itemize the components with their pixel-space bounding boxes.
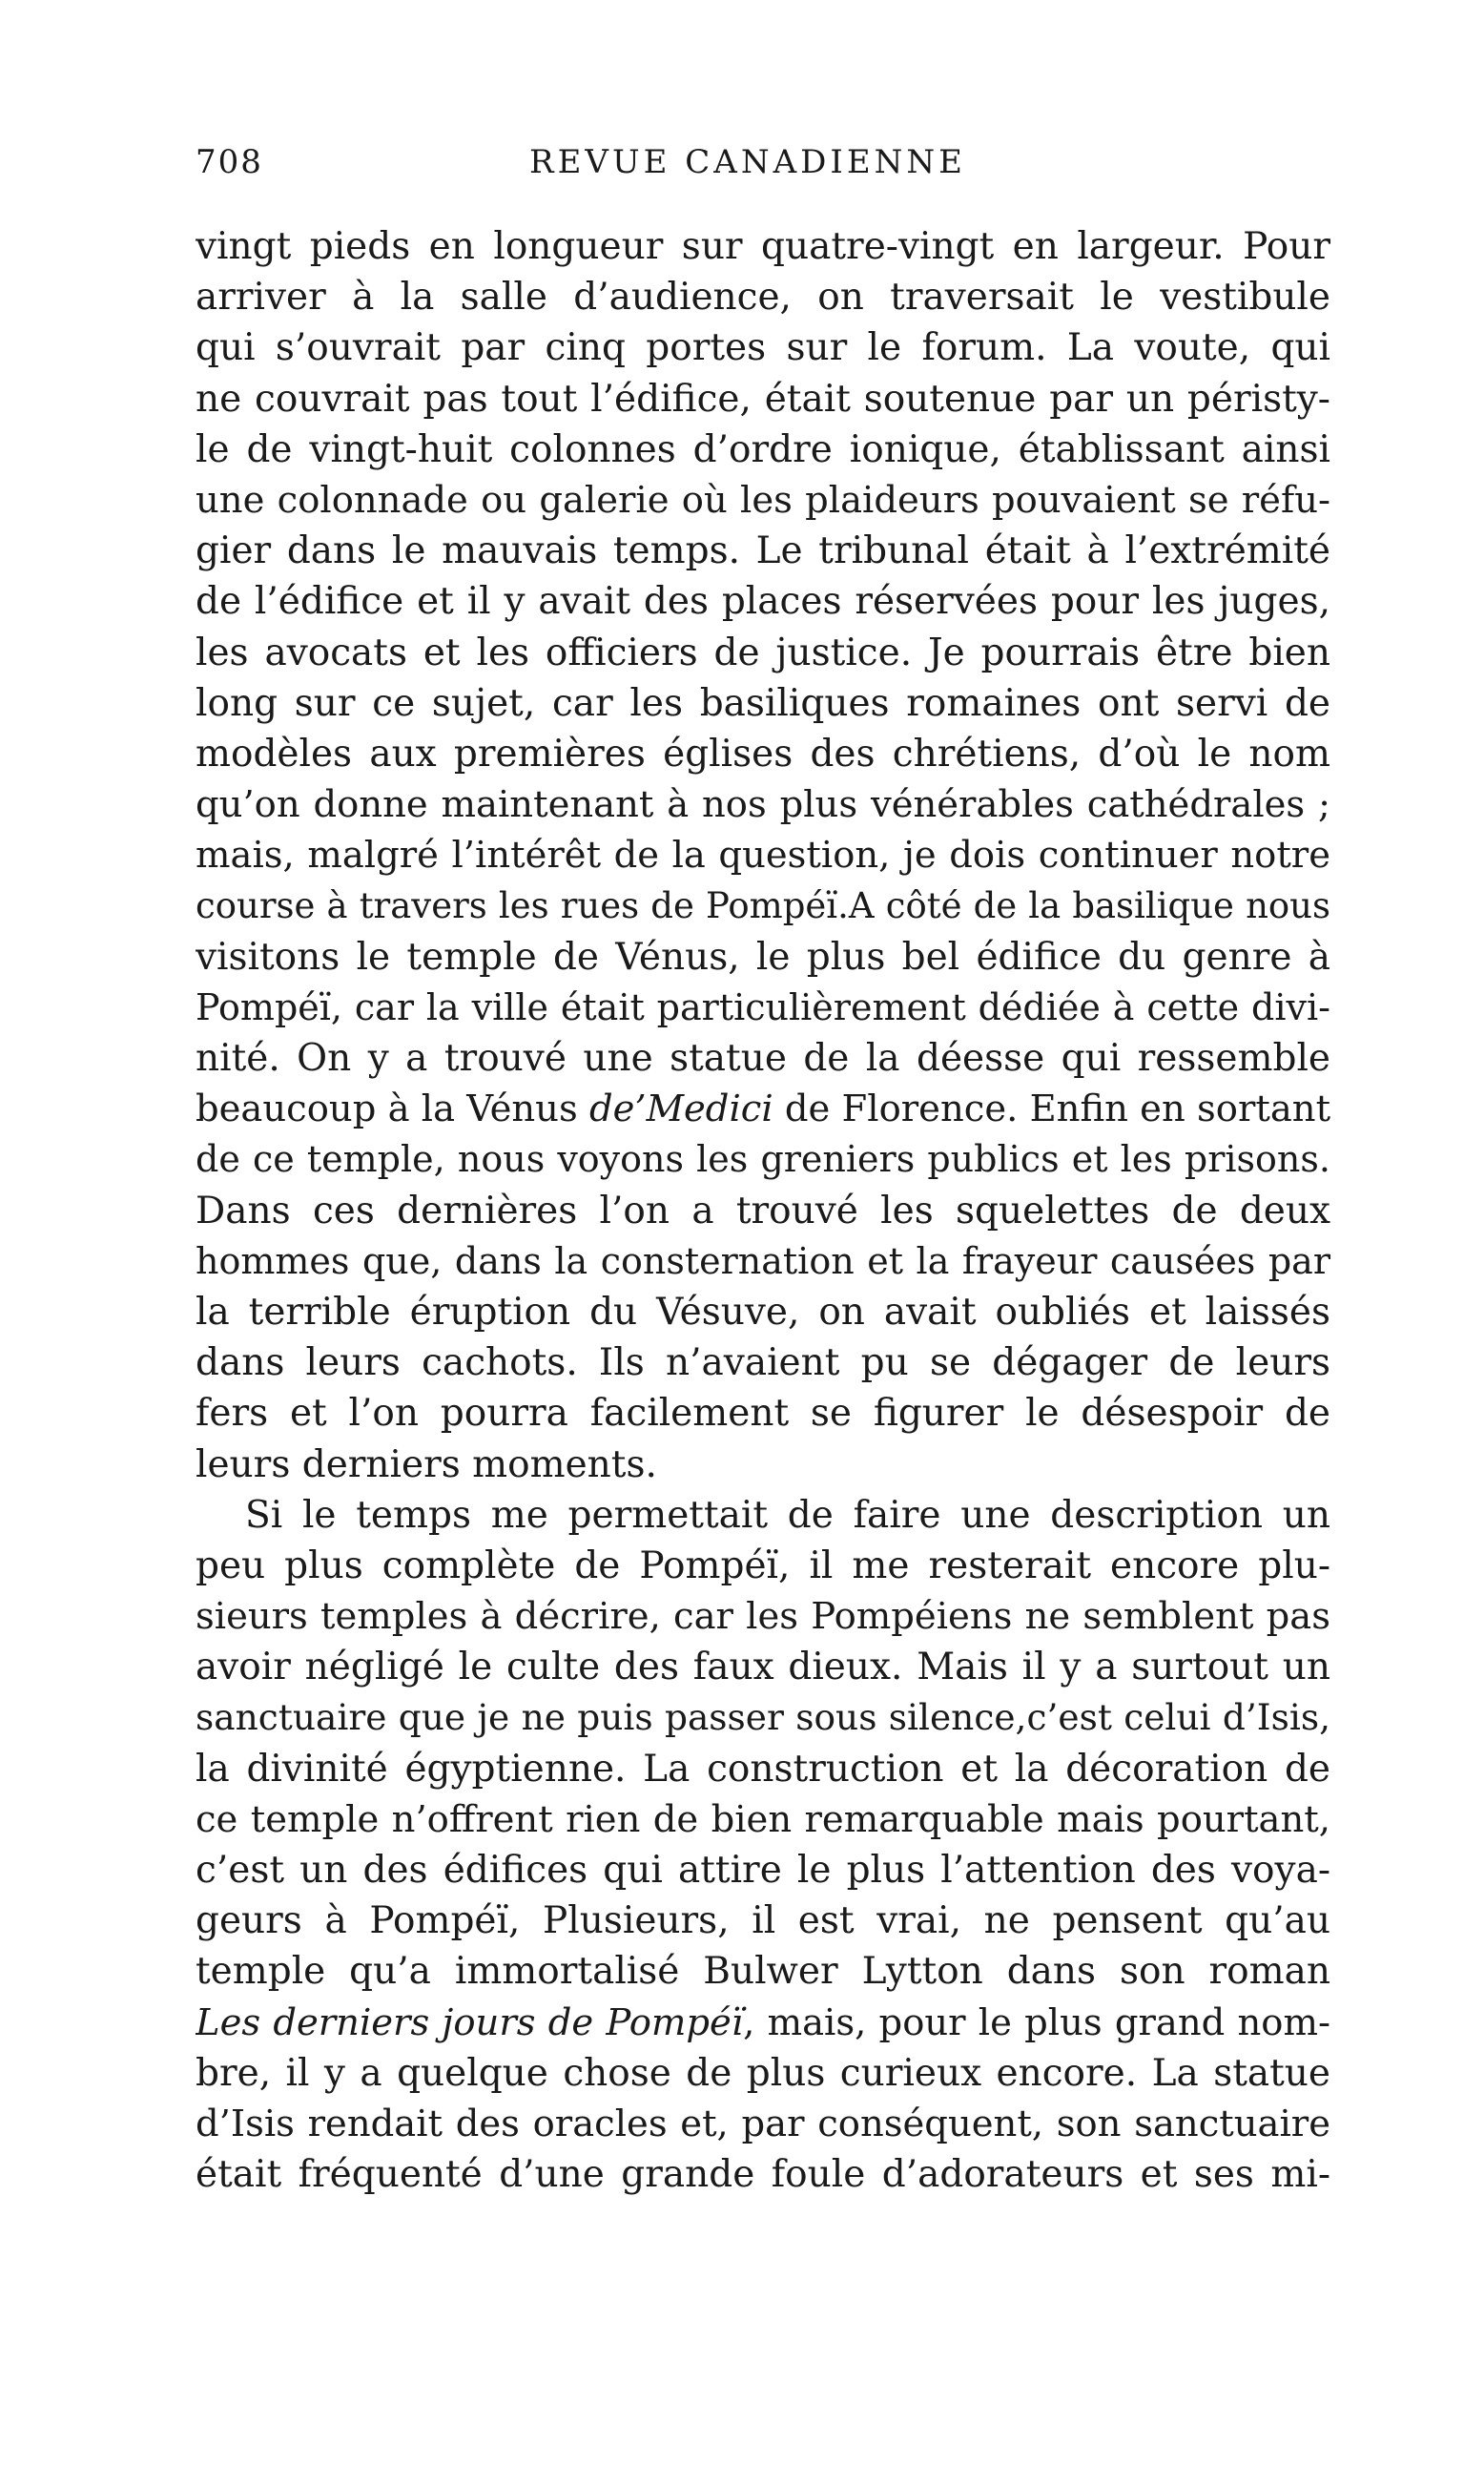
text-line: sieurs temples à décrire, car les Pompéiens ne semblent pas [196,1595,1330,1639]
text-line: mais, malgré l’intérêt de la question, je dois continuer notre [196,834,1330,878]
page-header [196,143,1330,200]
text-line: visitons le temple de Vénus, le plus bel édifice du genre à [196,935,1330,979]
text-line: ce temple n’offrent rien de bien remarquable mais pourtant, [196,1797,1330,1841]
text-line [196,1998,1330,2048]
text-line [196,1084,1330,1134]
italic-phrase: de’Medici [588,1088,773,1131]
text-line: course à travers les rues de Pompéï.A côté de la basilique nous [196,885,1330,927]
text-line: arriver à la salle d’audience, on traversait le vestibule [196,276,1330,320]
text-line: Dans ces dernières l’on a trouvé les squelettes de deux [196,1189,1330,1233]
text-line: geurs à Pompéï, Plusieurs, il est vrai, ne pensent qu’au [196,1899,1330,1943]
text-line: modèles aux premières églises des chrétiens, d’où le nom [196,732,1330,776]
text-line: temple qu’a immortalisé Bulwer Lytton dans son roman [196,1950,1330,1994]
text-line: avoir négligé le culte des faux dieux. Mais il y a surtout un [196,1646,1330,1689]
text-line: d’Isis rendait des oracles et, par conséquent, son sanctuaire [196,2102,1330,2145]
text-line: Pompéï, car la ville était particulièrement dédiée à cette divi- [196,985,1330,1028]
text-line: dans leurs cachots. Ils n’avaient pu se dégager de leurs [196,1341,1330,1385]
text-line: le de vingt-huit colonnes d’ordre ionique, établissant ainsi [196,427,1330,471]
text-line: une colonnade ou galerie où les plaideurs pouvaient se réfu- [196,478,1330,522]
text-line: les avocats et les officiers de justice. Je pourrais être bien [196,631,1330,674]
text-line: peu plus complète de Pompéï, il me resterait encore plu- [196,1543,1330,1587]
running-head: REVUE CANADIENNE [529,143,966,181]
text-line: hommes que, dans la consternation et la frayeur causées par [196,1239,1330,1282]
text-line: gier dans le mauvais temps. Le tribunal était à l’extrémité [196,529,1330,573]
text-line: qui s’ouvrait par cinq portes sur le forum. La voute, qui [196,326,1330,370]
text-line: vingt pieds en longueur sur quatre-vingt en largeur. Pour [196,225,1330,268]
text-line: leurs derniers moments. [196,1442,657,1486]
text-line: c’est un des édifices qui attire le plus l’attention des voya- [196,1849,1330,1892]
text-line: de ce temple, nous voyons les greniers publics et les prisons. [196,1138,1330,1181]
body-text [196,221,1330,2200]
text-line: long sur ce sujet, car les basiliques romaines ont servi de [196,681,1330,725]
text-line: Si le temps me permettait de faire une description un [245,1493,1330,1537]
text-line: la terrible éruption du Vésuve, on avait oubliés et laissés [196,1290,1330,1334]
text-run: beaucoup à la Vénus [196,1088,589,1131]
text-line: bre, il y a quelque chose de plus curieux encore. La statue [196,2051,1330,2095]
text-line: la divinité égyptienne. La construction et la décoration de [196,1747,1330,1791]
text-line: nité. On y a trouvé une statue de la déesse qui ressemble [196,1037,1330,1080]
text-line: fers et l’on pourra facilement se figurer le désespoir de [196,1392,1330,1436]
italic-phrase: Les derniers jours de Pompéï [196,2000,744,2044]
text-line: sanctuaire que je ne puis passer sous silence,c’est celui d’Isis, [196,1696,1330,1739]
text-run: , mais, pour le plus grand nom- [743,2000,1330,2044]
text-run: de Florence. Enfin en sortant [773,1088,1330,1131]
text-line: qu’on donne maintenant à nos plus vénérables cathédrales ; [196,783,1330,827]
text-line: ne couvrait pas tout l’édifice, était soutenue par un péristy- [196,377,1330,421]
text-line: était fréquenté d’une grande foule d’adorateurs et ses mi- [196,2153,1330,2197]
page-number: 708 [196,143,263,181]
text-line: de l’édifice et il y avait des places réservées pour les juges, [196,580,1330,624]
